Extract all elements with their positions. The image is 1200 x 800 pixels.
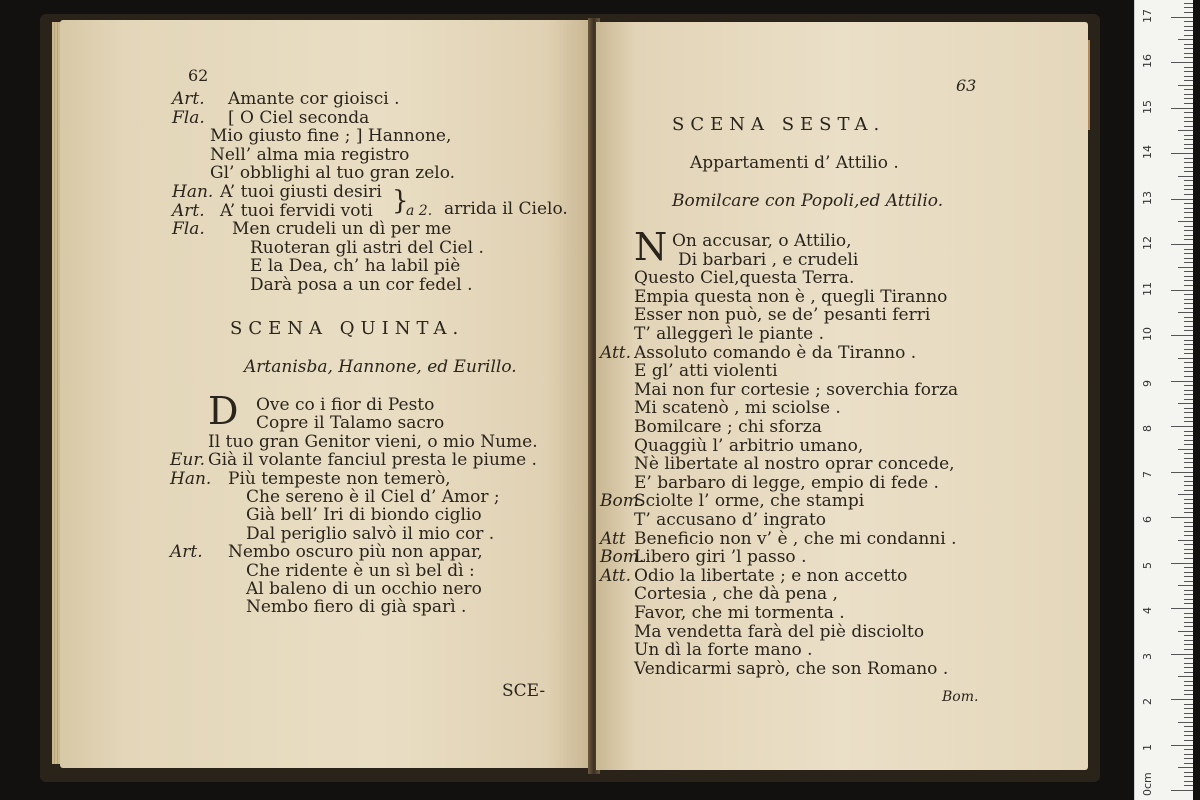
ruler-tick-minor bbox=[1178, 585, 1193, 586]
ruler-tick-minor bbox=[1184, 781, 1193, 782]
verse-line: Bomilcare ; chi sforza bbox=[634, 417, 822, 437]
ruler-tick-major bbox=[1171, 335, 1193, 336]
ruler-tick-minor bbox=[1184, 685, 1193, 686]
ruler-tick-minor bbox=[1178, 403, 1193, 404]
verse-line: Odio la libertate ; e non accetto bbox=[634, 565, 908, 586]
ruler-tick-major bbox=[1171, 699, 1193, 700]
ruler-tick-minor bbox=[1184, 704, 1193, 705]
ruler-tick-minor bbox=[1184, 512, 1193, 513]
ruler-tick-minor bbox=[1178, 130, 1193, 131]
ruler-tick-minor bbox=[1184, 526, 1193, 527]
ruler-number: 11 bbox=[1141, 281, 1154, 296]
verse-line: Nell’ alma mia registro bbox=[210, 144, 410, 165]
ruler-tick-minor bbox=[1184, 726, 1193, 727]
ruler-tick-major bbox=[1171, 244, 1193, 245]
ruler-tick-minor bbox=[1184, 508, 1193, 509]
ruler-tick-minor bbox=[1184, 485, 1193, 486]
ruler-tick-minor bbox=[1184, 385, 1193, 386]
speaker-label: Art. bbox=[172, 200, 205, 221]
ruler-number: 5 bbox=[1141, 561, 1154, 569]
ruler-number: 0cm bbox=[1141, 772, 1154, 796]
ruler-tick-major bbox=[1171, 790, 1193, 791]
scene-heading-quinta: SCENA QUINTA. bbox=[230, 318, 465, 339]
ruler-number: 3 bbox=[1141, 652, 1154, 660]
ruler-tick-minor bbox=[1184, 353, 1193, 354]
ruler-tick-minor bbox=[1184, 590, 1193, 591]
speaker-label: Art. bbox=[172, 89, 205, 109]
ruler-tick-minor bbox=[1184, 299, 1193, 300]
ruler-tick-minor bbox=[1184, 599, 1193, 600]
scene-characters-sesta: Bomilcare con Popoli,ed Attilio. bbox=[672, 191, 944, 211]
ruler-tick-minor bbox=[1184, 239, 1193, 240]
verse-line: Darà posa a un cor fedel . bbox=[250, 275, 473, 295]
verse-line: Gl’ obblighi al tuo gran zelo. bbox=[210, 163, 456, 184]
ruler-tick-minor bbox=[1184, 558, 1193, 559]
ruler-tick-minor bbox=[1184, 603, 1193, 604]
verse-line: Mio giusto fine ; ] Hannone, bbox=[210, 126, 452, 147]
ruler-tick-minor bbox=[1184, 180, 1193, 181]
ruler-tick-minor bbox=[1184, 376, 1193, 377]
ruler-number: 8 bbox=[1141, 425, 1154, 432]
ruler-tick-minor bbox=[1184, 658, 1193, 659]
ruler-tick-minor bbox=[1184, 262, 1193, 263]
ruler-tick-major bbox=[1171, 381, 1193, 382]
ruler-number: 17 bbox=[1141, 8, 1154, 23]
ruler-tick-minor bbox=[1184, 576, 1193, 577]
ruler-tick-minor bbox=[1178, 221, 1193, 222]
ruler-tick-minor bbox=[1184, 735, 1193, 736]
verse-line: Ruoteran gli astri del Ciel . bbox=[250, 237, 484, 258]
ruler-tick-minor bbox=[1184, 185, 1193, 186]
ruler-tick-minor bbox=[1184, 594, 1193, 595]
verse-line: T’ alleggerì le piante . bbox=[634, 324, 825, 344]
ruler-tick-minor bbox=[1184, 103, 1193, 104]
ruler-tick-minor bbox=[1184, 98, 1193, 99]
catchword-right: Bom. bbox=[942, 689, 979, 705]
ruler-tick-minor bbox=[1184, 280, 1193, 281]
ruler-tick-minor bbox=[1184, 53, 1193, 54]
speaker-label: Bom. bbox=[600, 547, 645, 568]
ruler-tick-major bbox=[1171, 199, 1193, 200]
verse-line: T’ accusano d’ ingrato bbox=[634, 510, 827, 530]
ruler-tick-minor bbox=[1184, 35, 1193, 36]
verse-line: Più tempeste non temerò, bbox=[228, 468, 451, 489]
ruler-tick-minor bbox=[1184, 617, 1193, 618]
ruler-tick-major bbox=[1171, 108, 1193, 109]
ruler-tick-minor bbox=[1184, 253, 1193, 254]
ruler-tick-minor bbox=[1184, 294, 1193, 295]
verse-line: E la Dea, ch’ ha labil piè bbox=[250, 256, 461, 277]
verse-line: Mai non fur cortesie ; soverchia forza bbox=[634, 379, 959, 400]
ruler-tick-minor bbox=[1184, 522, 1193, 523]
ruler-tick-minor bbox=[1184, 12, 1193, 13]
speaker-label: Han. bbox=[170, 468, 212, 489]
ruler-tick-minor bbox=[1184, 30, 1193, 31]
speaker-label: Att bbox=[600, 528, 626, 549]
left-page bbox=[60, 20, 590, 768]
ruler-tick-minor bbox=[1178, 449, 1193, 450]
ruler-tick-minor bbox=[1184, 553, 1193, 554]
ruler-number: 7 bbox=[1141, 470, 1154, 478]
ruler-tick-minor bbox=[1184, 749, 1193, 750]
speaker-label: Art. bbox=[170, 542, 203, 563]
verse-line: On accusar, o Attilio, bbox=[672, 231, 852, 251]
ruler-tick-minor bbox=[1178, 312, 1193, 313]
ruler-tick-minor bbox=[1184, 26, 1193, 27]
verse-line: Di barbari , e crudeli bbox=[678, 249, 859, 270]
verse-line: Già bell’ Iri di biondo ciglio bbox=[246, 505, 482, 526]
ruler-tick-minor bbox=[1184, 71, 1193, 72]
ruler-tick-minor bbox=[1184, 444, 1193, 445]
ruler-tick-minor bbox=[1178, 767, 1193, 768]
ruler-tick-minor bbox=[1184, 754, 1193, 755]
ruler-number: 1 bbox=[1141, 743, 1154, 751]
ruler-tick-minor bbox=[1184, 776, 1193, 777]
ruler-tick-minor bbox=[1184, 48, 1193, 49]
ruler-tick-minor bbox=[1184, 581, 1193, 582]
ruler-tick-minor bbox=[1184, 230, 1193, 231]
measurement-ruler bbox=[1134, 0, 1193, 800]
ruler-tick-minor bbox=[1178, 176, 1193, 177]
ruler-tick-minor bbox=[1184, 303, 1193, 304]
ruler-tick-minor bbox=[1184, 167, 1193, 168]
ruler-tick-minor bbox=[1178, 631, 1193, 632]
verse-line: Dal periglio salvò il mio cor . bbox=[246, 523, 495, 544]
ruler-tick-minor bbox=[1184, 208, 1193, 209]
ruler-tick-minor bbox=[1184, 21, 1193, 22]
ruler-tick-minor bbox=[1184, 171, 1193, 172]
verse-line: Assoluto comando è da Tiranno . bbox=[634, 342, 917, 363]
ruler-tick-minor bbox=[1184, 371, 1193, 372]
ruler-tick-minor bbox=[1184, 44, 1193, 45]
verse-line: Beneficio non v’ è , che mi condanni . bbox=[634, 528, 957, 549]
ruler-tick-major bbox=[1171, 472, 1193, 473]
ruler-tick-minor bbox=[1184, 490, 1193, 491]
ruler-tick-major bbox=[1171, 62, 1193, 63]
ruler-tick-major bbox=[1171, 745, 1193, 746]
ruler-tick-minor bbox=[1184, 158, 1193, 159]
verse-line: Il tuo gran Genitor vieni, o mio Nume. bbox=[208, 431, 538, 452]
verse-line: A’ tuoi giusti desiri bbox=[220, 182, 382, 202]
verse-line: Ove co i fior di Pesto bbox=[256, 395, 435, 415]
ruler-tick-minor bbox=[1184, 258, 1193, 259]
ruler-tick-minor bbox=[1184, 390, 1193, 391]
ruler-tick-major bbox=[1171, 426, 1193, 427]
ruler-tick-minor bbox=[1184, 667, 1193, 668]
brace-glyph: } bbox=[392, 186, 409, 216]
ruler-tick-minor bbox=[1184, 57, 1193, 58]
verse-line: Già il volante fanciul presta le piume . bbox=[208, 450, 537, 471]
ruler-tick-minor bbox=[1184, 121, 1193, 122]
ruler-tick-major bbox=[1171, 290, 1193, 291]
ruler-tick-minor bbox=[1184, 421, 1193, 422]
ruler-tick-minor bbox=[1184, 317, 1193, 318]
ruler-tick-minor bbox=[1184, 226, 1193, 227]
ruler-tick-minor bbox=[1184, 367, 1193, 368]
ruler-tick-major bbox=[1171, 654, 1193, 655]
ruler-tick-minor bbox=[1184, 503, 1193, 504]
ruler-tick-minor bbox=[1184, 194, 1193, 195]
ruler-tick-minor bbox=[1184, 663, 1193, 664]
ruler-tick-minor bbox=[1184, 217, 1193, 218]
ruler-tick-minor bbox=[1184, 431, 1193, 432]
speaker-label: Att. bbox=[600, 342, 632, 363]
ruler-tick-minor bbox=[1184, 785, 1193, 786]
ruler-tick-minor bbox=[1184, 640, 1193, 641]
ruler-tick-minor bbox=[1184, 80, 1193, 81]
ruler-tick-minor bbox=[1184, 544, 1193, 545]
speaker-label: Att. bbox=[600, 565, 632, 586]
ruler-tick-minor bbox=[1184, 89, 1193, 90]
ruler-number: 13 bbox=[1141, 190, 1154, 205]
right-page bbox=[596, 22, 1088, 770]
ruler-tick-minor bbox=[1184, 212, 1193, 213]
ruler-tick-minor bbox=[1184, 458, 1193, 459]
ruler-tick-minor bbox=[1184, 763, 1193, 764]
ruler-number: 2 bbox=[1141, 698, 1154, 705]
ruler-tick-minor bbox=[1184, 635, 1193, 636]
ruler-tick-minor bbox=[1184, 740, 1193, 741]
speaker-label: Fla. bbox=[172, 107, 205, 128]
ruler-tick-major bbox=[1171, 563, 1193, 564]
ruler-tick-minor bbox=[1184, 435, 1193, 436]
ruler-tick-minor bbox=[1184, 453, 1193, 454]
verse-line: E gl’ atti violenti bbox=[634, 361, 778, 382]
ruler-tick-minor bbox=[1184, 94, 1193, 95]
ruler-tick-minor bbox=[1184, 340, 1193, 341]
scene-heading-sesta: SCENA SESTA. bbox=[672, 114, 886, 135]
catchword-left: SCE- bbox=[502, 681, 546, 701]
verse-line: Ma vendetta farà del piè disciolto bbox=[634, 621, 925, 642]
ruler-tick-minor bbox=[1184, 76, 1193, 77]
speaker-label: Bom. bbox=[600, 491, 645, 512]
ruler-tick-minor bbox=[1178, 494, 1193, 495]
verse-line: Quaggiù l’ arbitrio umano, bbox=[634, 435, 864, 456]
verse-line: E’ barbaro di legge, empio di fede . bbox=[634, 472, 939, 493]
ruler-tick-minor bbox=[1184, 535, 1193, 536]
ruler-tick-major bbox=[1171, 608, 1193, 609]
ruler-tick-major bbox=[1171, 517, 1193, 518]
ruler-tick-minor bbox=[1184, 772, 1193, 773]
ruler-tick-minor bbox=[1184, 731, 1193, 732]
ruler-tick-minor bbox=[1184, 499, 1193, 500]
ruler-number: 6 bbox=[1141, 516, 1154, 523]
verse-line: Favor, che mi tormenta . bbox=[634, 603, 845, 623]
ruler-tick-minor bbox=[1184, 649, 1193, 650]
together-marker: a 2. bbox=[406, 203, 433, 219]
verse-line: Copre il Talamo sacro bbox=[256, 413, 445, 434]
ruler-tick-minor bbox=[1184, 7, 1193, 8]
ruler-tick-minor bbox=[1184, 112, 1193, 113]
ruler-tick-minor bbox=[1184, 203, 1193, 204]
page-number-left: 62 bbox=[188, 66, 209, 85]
ruler-tick-minor bbox=[1184, 271, 1193, 272]
ruler-tick-minor bbox=[1184, 3, 1193, 4]
ruler-tick-minor bbox=[1184, 148, 1193, 149]
ruler-tick-minor bbox=[1184, 362, 1193, 363]
verse-line: Che sereno è il Ciel d’ Amor ; bbox=[246, 487, 500, 507]
ruler-tick-minor bbox=[1184, 349, 1193, 350]
ruler-tick-major bbox=[1171, 17, 1193, 18]
ruler-tick-minor bbox=[1184, 394, 1193, 395]
ruler-tick-minor bbox=[1178, 358, 1193, 359]
ruler-tick-minor bbox=[1184, 440, 1193, 441]
ruler-tick-minor bbox=[1184, 758, 1193, 759]
ruler-tick-minor bbox=[1184, 708, 1193, 709]
ruler-tick-minor bbox=[1184, 694, 1193, 695]
ruler-tick-minor bbox=[1184, 162, 1193, 163]
ruler-tick-minor bbox=[1184, 567, 1193, 568]
ruler-tick-minor bbox=[1178, 722, 1193, 723]
page-number-right: 63 bbox=[956, 76, 977, 95]
drop-cap-n: N bbox=[634, 225, 668, 269]
verse-line: Cortesia , che dà pena , bbox=[634, 584, 838, 605]
ruler-tick-minor bbox=[1184, 189, 1193, 190]
ruler-tick-minor bbox=[1184, 326, 1193, 327]
verse-line: Nembo fiero di già sparì . bbox=[246, 597, 467, 618]
ruler-tick-minor bbox=[1184, 285, 1193, 286]
verse-line: A’ tuoi fervidi voti bbox=[220, 200, 373, 221]
ruler-number: 9 bbox=[1141, 379, 1154, 387]
speaker-label: Eur. bbox=[170, 450, 206, 471]
ruler-tick-minor bbox=[1178, 39, 1193, 40]
ruler-tick-minor bbox=[1184, 626, 1193, 627]
verse-line: Nè libertate al nostro oprar concede, bbox=[634, 454, 955, 475]
verse-line: Amante cor gioisci . bbox=[228, 89, 400, 109]
verse-line: Nembo oscuro più non appar, bbox=[228, 542, 483, 563]
verse-line: Mi scatenò , mi sciolse . bbox=[634, 398, 841, 419]
ruler-tick-minor bbox=[1184, 399, 1193, 400]
ruler-number: 16 bbox=[1141, 54, 1154, 68]
ruler-tick-minor bbox=[1184, 481, 1193, 482]
ruler-tick-minor bbox=[1184, 276, 1193, 277]
verse-line: Un dì la forte mano . bbox=[634, 640, 813, 661]
ruler-tick-minor bbox=[1184, 67, 1193, 68]
ruler-number: 14 bbox=[1141, 145, 1154, 159]
scene-setting: Appartamenti d’ Attilio . bbox=[690, 153, 899, 173]
ruler-tick-minor bbox=[1184, 572, 1193, 573]
ruler-tick-minor bbox=[1178, 267, 1193, 268]
ruler-tick-minor bbox=[1184, 321, 1193, 322]
ruler-tick-minor bbox=[1184, 412, 1193, 413]
ruler-tick-minor bbox=[1184, 126, 1193, 127]
ruler-tick-minor bbox=[1178, 676, 1193, 677]
verse-line: Esser non può, se de’ pesanti ferri bbox=[634, 305, 931, 326]
ruler-tick-major bbox=[1171, 153, 1193, 154]
ruler-tick-minor bbox=[1184, 690, 1193, 691]
ruler-tick-minor bbox=[1184, 467, 1193, 468]
verse-line: Sciolte l’ orme, che stampi bbox=[634, 491, 865, 512]
ruler-tick-minor bbox=[1184, 235, 1193, 236]
verse-line: Libero giri ’l passo . bbox=[634, 547, 807, 568]
ruler-tick-minor bbox=[1184, 308, 1193, 309]
ruler-tick-minor bbox=[1184, 330, 1193, 331]
verse-line: Al baleno di un occhio nero bbox=[246, 579, 482, 599]
ruler-number: 4 bbox=[1141, 607, 1154, 614]
verse-line: [ O Ciel seconda bbox=[228, 107, 370, 128]
ruler-tick-minor bbox=[1184, 531, 1193, 532]
speaker-label: Fla. bbox=[172, 219, 205, 240]
ruler-tick-minor bbox=[1184, 408, 1193, 409]
ruler-number: 10 bbox=[1141, 327, 1154, 341]
ruler-tick-minor bbox=[1184, 681, 1193, 682]
ruler-tick-minor bbox=[1184, 476, 1193, 477]
verse-line: Che ridente è un sì bel dì : bbox=[246, 560, 475, 581]
speaker-label: Han. bbox=[172, 182, 214, 202]
ruler-tick-minor bbox=[1184, 644, 1193, 645]
ruler-tick-minor bbox=[1184, 249, 1193, 250]
ruler-tick-minor bbox=[1178, 540, 1193, 541]
verse-line: Vendicarmi saprò, che son Romano . bbox=[634, 658, 949, 679]
ruler-tick-minor bbox=[1184, 139, 1193, 140]
ruler-tick-minor bbox=[1184, 344, 1193, 345]
scene-characters-quinta: Artanisba, Hannone, ed Eurillo. bbox=[244, 357, 517, 377]
verse-line: Empia questa non è , quegli Tiranno bbox=[634, 286, 948, 307]
ruler-tick-minor bbox=[1184, 622, 1193, 623]
ruler-tick-minor bbox=[1184, 549, 1193, 550]
ruler-tick-minor bbox=[1184, 717, 1193, 718]
ruler-tick-minor bbox=[1184, 613, 1193, 614]
ruler-tick-minor bbox=[1184, 713, 1193, 714]
verse-line: Questo Ciel,questa Terra. bbox=[634, 268, 855, 289]
ruler-tick-minor bbox=[1184, 135, 1193, 136]
ruler-tick-minor bbox=[1184, 144, 1193, 145]
ruler-tick-minor bbox=[1184, 117, 1193, 118]
ruler-number: 15 bbox=[1141, 99, 1154, 114]
together-text: arrida il Cielo. bbox=[444, 199, 568, 219]
ruler-tick-minor bbox=[1178, 85, 1193, 86]
verse-line: Men crudeli un dì per me bbox=[232, 219, 452, 240]
ruler-number: 12 bbox=[1141, 236, 1154, 250]
drop-cap-d: D bbox=[208, 389, 239, 433]
ruler-tick-minor bbox=[1184, 417, 1193, 418]
ruler-tick-minor bbox=[1184, 672, 1193, 673]
ruler-tick-minor bbox=[1184, 462, 1193, 463]
